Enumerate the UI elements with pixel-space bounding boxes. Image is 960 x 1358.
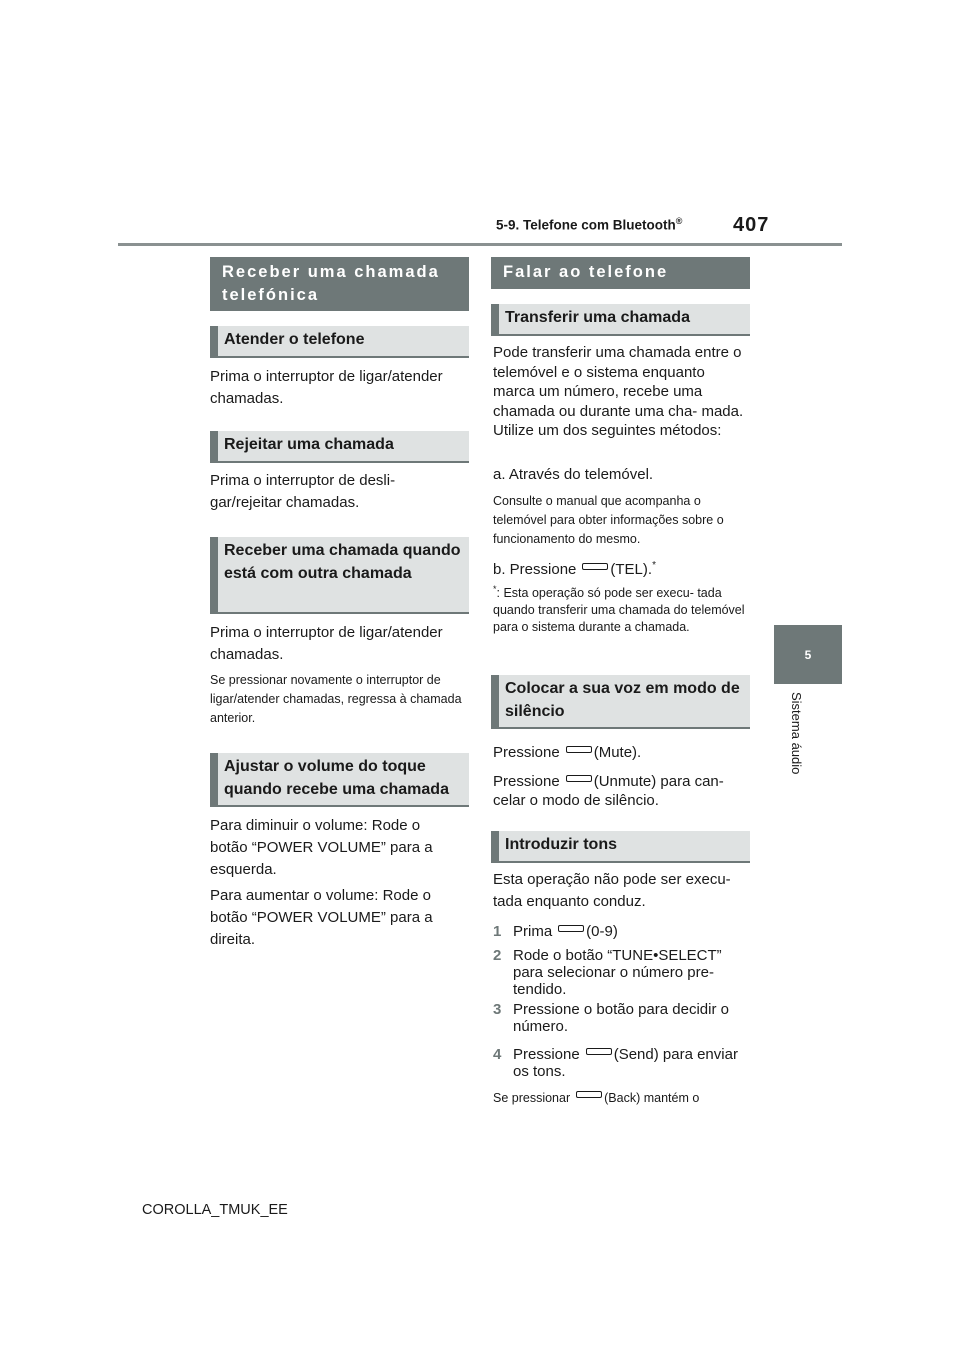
running-header: 5-9. Telefone com Bluetooth® <box>496 216 683 233</box>
chapter-tab: 5 <box>774 625 842 684</box>
step-4: 4 Pressione (Send) para enviar os tons. <box>493 1046 738 1080</box>
mute-text: Pressione (Mute). <box>493 744 642 761</box>
send-button-icon <box>586 1048 612 1055</box>
back-button-icon <box>576 1091 602 1098</box>
heading-transfer-call: Transferir uma chamada <box>491 304 750 336</box>
reject-call-text: Prima o interruptor de desli- gar/rejeitar chamadas. <box>210 472 396 511</box>
heading-answer-phone: Atender o telefone <box>210 326 469 358</box>
heading-tones: Introduzir tons <box>491 831 750 863</box>
unmute-text: Pressione (Unmute) para can- celar o modo de silêncio. <box>493 773 724 809</box>
digits-button-icon <box>558 925 584 932</box>
tones-intro: Esta operação não pode ser execu- tada enquanto conduz. <box>493 871 731 910</box>
transfer-option-a: a. Através do telemóvel. <box>493 466 654 483</box>
heading-reject-call: Rejeitar uma chamada <box>210 431 469 463</box>
tones-note: Se pressionar (Back) mantém o <box>493 1091 700 1105</box>
tel-button-icon <box>582 563 608 570</box>
header-rule <box>118 243 842 246</box>
step-3: 3 Pressione o botão para decidir o número. <box>493 1001 729 1035</box>
chapter-label: Sistema áudio <box>789 692 804 775</box>
transfer-footnote: *: Esta operação só pode ser execu- tada quando transferir uma chamada do telemóvel para o sistema durante a chamada. <box>493 584 745 635</box>
heading-mute: Colocar a sua voz em modo de silêncio <box>491 675 750 729</box>
section-title-talk-phone: Falar ao telefone <box>491 257 750 289</box>
heading-call-waiting: Receber uma chamada quando está com outra chamada <box>210 537 469 614</box>
page-number: 407 <box>733 214 770 236</box>
call-waiting-note: Se pressionar novamente o interruptor de ligar/atender chamadas, regressa à chamada anterior. <box>210 673 462 725</box>
step-1: 1 Prima (0-9) <box>493 923 618 940</box>
section-title-receive-call: Receber uma chamada telefónica <box>210 257 469 311</box>
heading-ringtone-volume: Ajustar o volume do toque quando recebe uma chamada <box>210 753 469 807</box>
transfer-call-text: Pode transferir uma chamada entre o telemóvel e o sistema enquanto marca um número, recebe uma chamada ou durante uma cha- mada. Utilize um dos seguintes métodos: <box>493 344 744 439</box>
unmute-button-icon <box>566 775 592 782</box>
volume-decrease-text: Para diminuir o volume: Rode o botão “POWER VOLUME” para a esquerda. <box>210 817 433 878</box>
call-waiting-text: Prima o interruptor de ligar/atender chamadas. <box>210 624 443 663</box>
transfer-option-a-note: Consulte o manual que acompanha o telemóvel para obter informações sobre o funcionamento do mesmo. <box>493 494 724 546</box>
answer-phone-text: Prima o interruptor de ligar/atender chamadas. <box>210 368 443 407</box>
transfer-option-b: b. Pressione (TEL).* <box>493 560 656 578</box>
volume-increase-text: Para aumentar o volume: Rode o botão “POWER VOLUME” para a direita. <box>210 887 433 948</box>
step-2: 2 Rode o botão “TUNE•SELECT” para selecionar o número pre- tendido. <box>493 947 722 998</box>
document-code: COROLLA_TMUK_EE <box>142 1202 288 1218</box>
mute-button-icon <box>566 746 592 753</box>
